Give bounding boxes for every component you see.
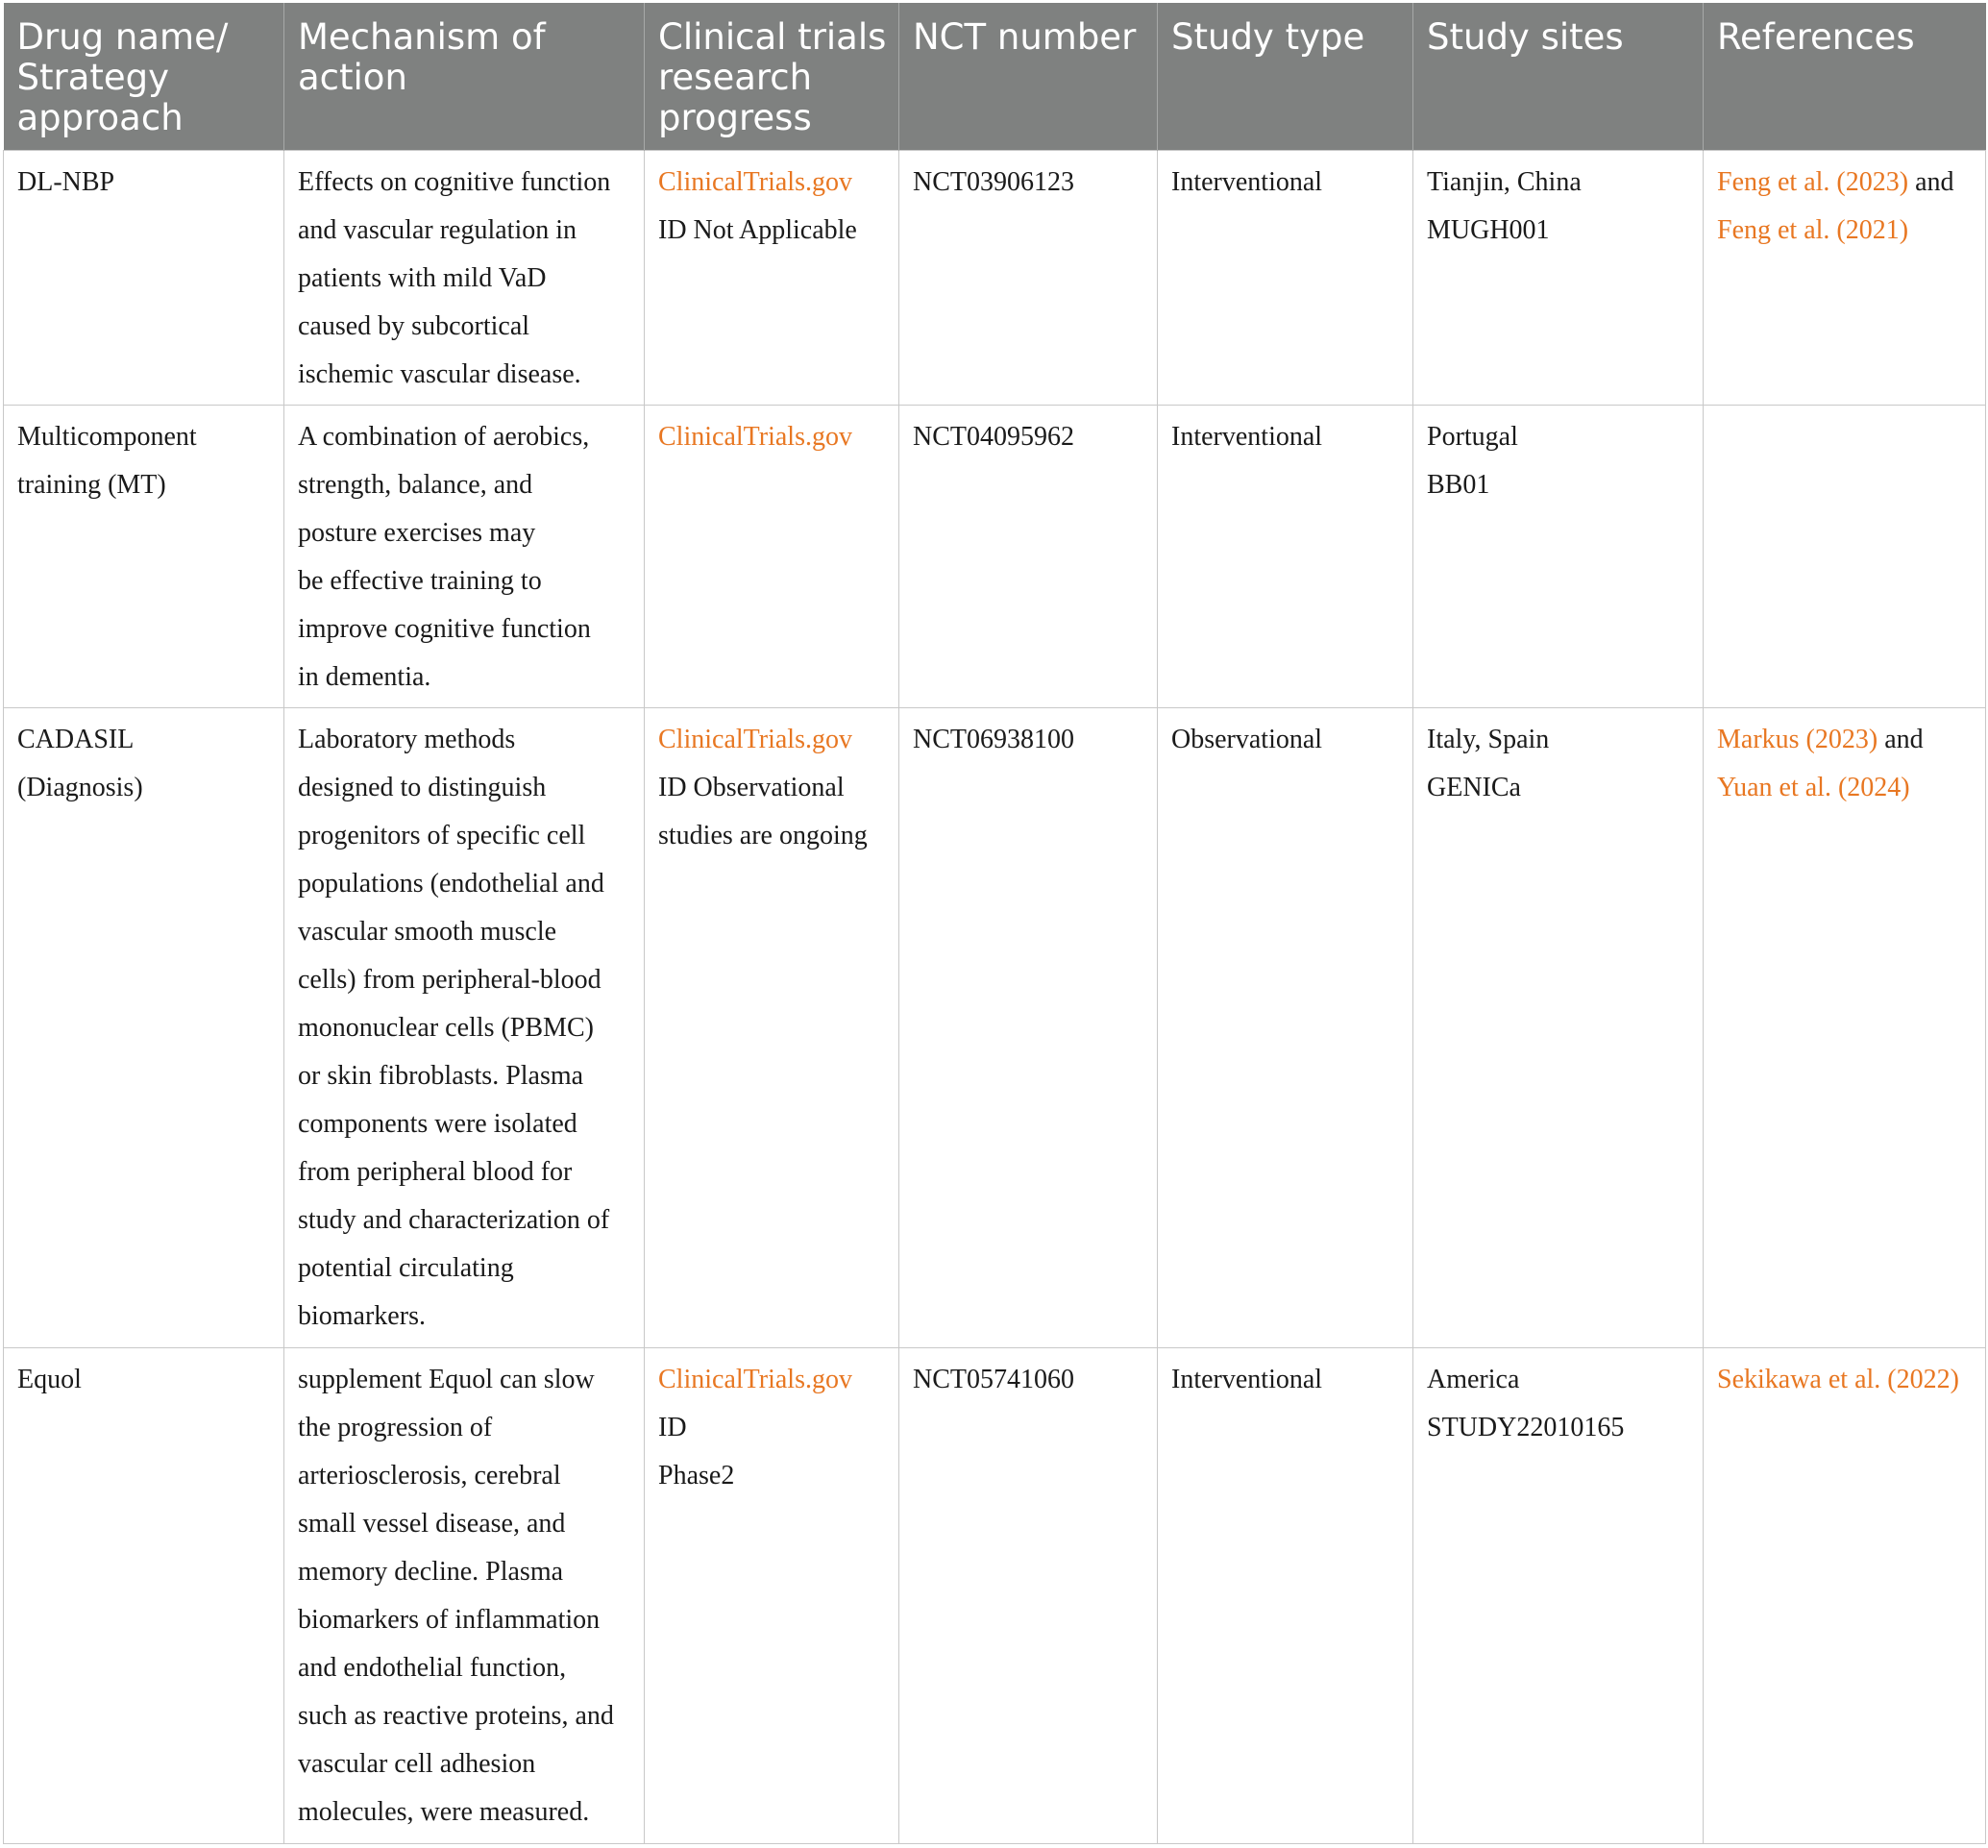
mechanism-line: and vascular regulation in [298, 215, 577, 245]
study-sites-cell [1413, 1348, 1704, 1844]
table-row [4, 151, 1986, 406]
drug-name-cell [4, 1348, 284, 1844]
header-mechanism: Mechanism of action [284, 3, 645, 151]
mechanism-line: molecules, were measured. [298, 1797, 590, 1827]
mechanism-line: strength, balance, and [298, 470, 533, 500]
mechanism-line: caused by subcortical [298, 311, 530, 341]
reference-conjunction: and [1878, 725, 1924, 754]
mechanism-line: biomarkers of inflammation [298, 1605, 601, 1635]
drug-name-cell [4, 151, 284, 406]
study-type-cell [1158, 708, 1413, 1348]
mechanism-line: potential circulating [298, 1253, 514, 1283]
table-row [4, 1348, 1986, 1844]
study-sites-cell [1413, 151, 1704, 406]
references-cell [1704, 708, 1986, 1348]
mechanism-line: supplement Equol can slow [298, 1365, 595, 1394]
progress-cell [645, 406, 899, 708]
clinical-trials-table [3, 3, 1986, 1844]
nct-number-cell [899, 406, 1158, 708]
drug-name-line: training (MT) [17, 470, 166, 500]
mechanism-line: progenitors of specific cell [298, 821, 586, 850]
study-site-line: STUDY22010165 [1427, 1413, 1625, 1442]
progress-cell [645, 151, 899, 406]
mechanism-line: the progression of [298, 1413, 493, 1442]
mechanism-cell [284, 708, 645, 1348]
mechanism-line: improve cognitive function [298, 614, 591, 644]
mechanism-cell [284, 406, 645, 708]
mechanism-line: in dementia. [298, 662, 431, 692]
nct-number: NCT05741060 [913, 1365, 1074, 1394]
reference-link[interactable]: Feng et al. (2023) [1717, 167, 1909, 197]
header-drug-name: Drug name/ Strategy approach [4, 3, 284, 151]
drug-name-line: (Diagnosis) [17, 773, 143, 802]
drug-name-line: Multicomponent [17, 422, 197, 452]
progress-line: studies are ongoing [658, 821, 868, 850]
references-cell [1704, 406, 1986, 708]
mechanism-line: Effects on cognitive function [298, 167, 611, 197]
reference-link[interactable]: Sekikawa et al. (2022) [1717, 1365, 1959, 1394]
study-site-line: America [1427, 1365, 1520, 1394]
mechanism-line: posture exercises may [298, 518, 536, 548]
study-site-line: BB01 [1427, 470, 1490, 500]
study-sites-cell [1413, 406, 1704, 708]
clinicaltrials-link[interactable]: ClinicalTrials.gov [658, 167, 852, 197]
mechanism-line: be effective training to [298, 566, 542, 596]
header-study-type: Study type [1158, 3, 1413, 151]
study-type-cell [1158, 151, 1413, 406]
table-body [4, 151, 1986, 1844]
mechanism-line: or skin fibroblasts. Plasma [298, 1061, 584, 1091]
nct-number: NCT06938100 [913, 725, 1074, 754]
progress-cell [645, 708, 899, 1348]
nct-number-cell [899, 708, 1158, 1348]
study-type-cell [1158, 406, 1413, 708]
mechanism-cell [284, 151, 645, 406]
study-site-line: Italy, Spain [1427, 725, 1550, 754]
clinicaltrials-link[interactable]: ClinicalTrials.gov [658, 1365, 852, 1394]
mechanism-line: ischemic vascular disease. [298, 359, 581, 389]
mechanism-line: A combination of aerobics, [298, 422, 590, 452]
mechanism-line: vascular cell adhesion [298, 1749, 536, 1779]
references-cell [1704, 151, 1986, 406]
progress-line: ID Not Applicable [658, 215, 857, 245]
reference-entry [1717, 1356, 1974, 1404]
progress-line: Phase2 [658, 1461, 735, 1491]
table-row [4, 406, 1986, 708]
mechanism-line: vascular smooth muscle [298, 917, 557, 947]
study-type: Interventional [1171, 1365, 1323, 1394]
mechanism-line: components were isolated [298, 1109, 577, 1139]
nct-number: NCT04095962 [913, 422, 1074, 452]
progress-line: ID [658, 1413, 687, 1442]
study-site-line: Tianjin, China [1427, 167, 1582, 197]
table-row [4, 708, 1986, 1348]
mechanism-line: memory decline. Plasma [298, 1557, 564, 1587]
progress-line: ID Observational [658, 773, 845, 802]
reference-entry [1717, 764, 1974, 812]
mechanism-line: mononuclear cells (PBMC) [298, 1013, 594, 1043]
mechanism-line: Laboratory methods [298, 725, 516, 754]
mechanism-line: cells) from peripheral-blood [298, 965, 601, 995]
header-nct-number: NCT number [899, 3, 1158, 151]
mechanism-line: biomarkers. [298, 1301, 426, 1331]
header-references: References [1704, 3, 1986, 151]
nct-number-cell [899, 151, 1158, 406]
clinicaltrials-link[interactable]: ClinicalTrials.gov [658, 725, 852, 754]
mechanism-line: and endothelial function, [298, 1653, 567, 1683]
drug-name-line: Equol [17, 1365, 82, 1394]
reference-link[interactable]: Yuan et al. (2024) [1717, 773, 1910, 802]
study-sites-cell [1413, 708, 1704, 1348]
reference-entry [1717, 159, 1974, 207]
clinicaltrials-link[interactable]: ClinicalTrials.gov [658, 422, 852, 452]
header-study-sites: Study sites [1413, 3, 1704, 151]
drug-name-cell [4, 708, 284, 1348]
mechanism-line: designed to distinguish [298, 773, 547, 802]
study-type: Interventional [1171, 422, 1323, 452]
reference-entry [1717, 716, 1974, 764]
header-row [4, 3, 1986, 151]
drug-name-line: CADASIL [17, 725, 135, 754]
mechanism-line: arteriosclerosis, cerebral [298, 1461, 561, 1491]
reference-link[interactable]: Feng et al. (2021) [1717, 215, 1909, 245]
nct-number-cell [899, 1348, 1158, 1844]
references-cell [1704, 1348, 1986, 1844]
nct-number: NCT03906123 [913, 167, 1074, 197]
study-site-line: MUGH001 [1427, 215, 1550, 245]
mechanism-line: patients with mild VaD [298, 263, 547, 293]
study-type-cell [1158, 1348, 1413, 1844]
study-type: Interventional [1171, 167, 1323, 197]
header-progress: Clinical trials research progress [645, 3, 899, 151]
mechanism-line: study and characterization of [298, 1205, 610, 1235]
drug-name-cell [4, 406, 284, 708]
study-type: Observational [1171, 725, 1323, 754]
progress-cell [645, 1348, 899, 1844]
mechanism-line: small vessel disease, and [298, 1509, 566, 1539]
study-site-line: Portugal [1427, 422, 1518, 452]
mechanism-line: populations (endothelial and [298, 869, 604, 899]
study-site-line: GENICa [1427, 773, 1521, 802]
mechanism-line: from peripheral blood for [298, 1157, 573, 1187]
mechanism-line: such as reactive proteins, and [298, 1701, 614, 1731]
mechanism-cell [284, 1348, 645, 1844]
reference-entry [1717, 207, 1974, 255]
drug-name-line: DL-NBP [17, 167, 115, 197]
reference-link[interactable]: Markus (2023) [1717, 725, 1878, 754]
reference-conjunction: and [1908, 167, 1954, 197]
